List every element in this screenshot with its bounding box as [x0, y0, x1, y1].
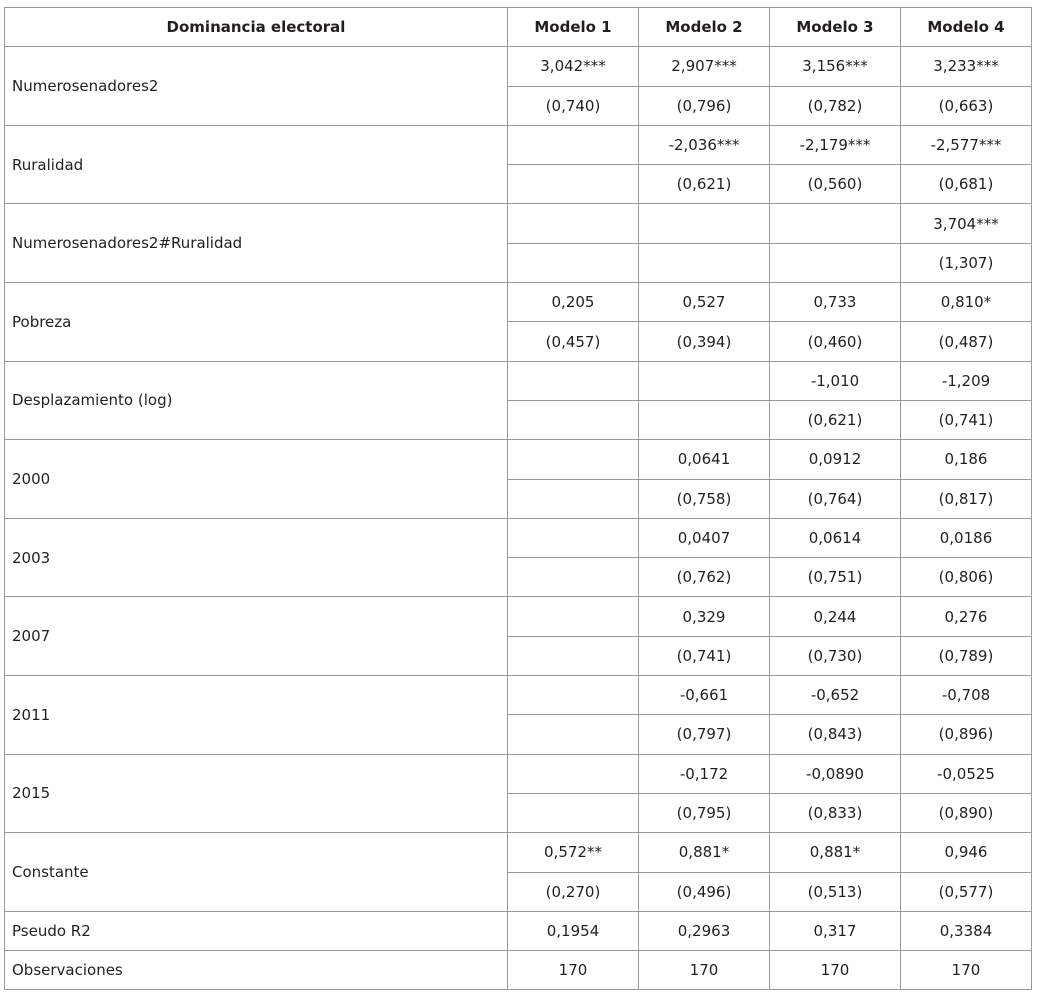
std-error-cell: (0,741) [639, 636, 770, 675]
std-error-cell: (0,394) [639, 322, 770, 361]
coefficient-cell: 3,156*** [770, 47, 901, 86]
coefficient-row [5, 518, 1032, 557]
std-error-cell: (0,789) [901, 636, 1032, 675]
std-error-cell [508, 400, 639, 439]
coefficient-cell [639, 361, 770, 400]
std-error-cell: (0,513) [770, 872, 901, 911]
coefficient-cell: -0,661 [639, 676, 770, 715]
std-error-cell: (0,487) [901, 322, 1032, 361]
coefficient-cell: 0,527 [639, 283, 770, 322]
coefficient-cell: 0,329 [639, 597, 770, 636]
std-error-cell: (0,730) [770, 636, 901, 675]
header-model-4: Modelo 4 [901, 8, 1032, 47]
std-error-cell: (0,577) [901, 872, 1032, 911]
std-error-cell: (0,782) [770, 86, 901, 125]
stat-value: 0,2963 [639, 911, 770, 950]
coefficient-cell: 0,186 [901, 440, 1032, 479]
std-error-cell: (0,751) [770, 558, 901, 597]
std-error-cell [508, 793, 639, 832]
coefficient-cell: -0,0525 [901, 754, 1032, 793]
coefficient-cell [639, 204, 770, 243]
coefficient-cell: 0,946 [901, 833, 1032, 872]
std-error-cell [639, 243, 770, 282]
coefficient-row [5, 125, 1032, 164]
stat-value: 0,3384 [901, 911, 1032, 950]
std-error-cell: (0,741) [901, 400, 1032, 439]
std-error-cell [508, 479, 639, 518]
coefficient-cell [508, 676, 639, 715]
std-error-cell: (0,621) [639, 165, 770, 204]
variable-label: Ruralidad [5, 125, 508, 204]
variable-label: 2000 [5, 440, 508, 519]
std-error-cell: (0,496) [639, 872, 770, 911]
std-error-cell: (0,795) [639, 793, 770, 832]
coefficient-cell [508, 518, 639, 557]
coefficient-cell: -0,652 [770, 676, 901, 715]
coefficient-row [5, 754, 1032, 793]
coefficient-cell: -1,209 [901, 361, 1032, 400]
coefficient-cell [508, 754, 639, 793]
regression-table [4, 7, 1032, 990]
coefficient-cell [508, 361, 639, 400]
std-error-cell: (0,843) [770, 715, 901, 754]
std-error-cell: (0,270) [508, 872, 639, 911]
coefficient-cell: 3,233*** [901, 47, 1032, 86]
header-dependent-variable: Dominancia electoral [5, 8, 508, 47]
header-model-3: Modelo 3 [770, 8, 901, 47]
std-error-cell [508, 715, 639, 754]
coefficient-row [5, 47, 1032, 86]
coefficient-cell [508, 440, 639, 479]
coefficient-cell: 0,0641 [639, 440, 770, 479]
stat-value: 170 [901, 951, 1032, 990]
coefficient-cell: 0,881* [770, 833, 901, 872]
coefficient-cell: -0,708 [901, 676, 1032, 715]
std-error-cell: (0,740) [508, 86, 639, 125]
std-error-cell: (0,762) [639, 558, 770, 597]
std-error-cell: (0,817) [901, 479, 1032, 518]
std-error-cell [639, 400, 770, 439]
coefficient-cell: 3,042*** [508, 47, 639, 86]
std-error-cell: (0,663) [901, 86, 1032, 125]
header-model-1: Modelo 1 [508, 8, 639, 47]
coefficient-row [5, 676, 1032, 715]
coefficient-cell [508, 125, 639, 164]
std-error-cell: (0,796) [639, 86, 770, 125]
coefficient-cell [508, 204, 639, 243]
coefficient-row [5, 833, 1032, 872]
coefficient-cell: 0,0912 [770, 440, 901, 479]
coefficient-cell [770, 204, 901, 243]
coefficient-cell: 0,572** [508, 833, 639, 872]
std-error-cell: (0,764) [770, 479, 901, 518]
variable-label: Numerosenadores2 [5, 47, 508, 126]
std-error-cell: (0,890) [901, 793, 1032, 832]
std-error-cell: (0,806) [901, 558, 1032, 597]
coefficient-row [5, 283, 1032, 322]
std-error-cell [508, 558, 639, 597]
std-error-cell [508, 243, 639, 282]
coefficient-cell: -2,577*** [901, 125, 1032, 164]
coefficient-cell: 0,733 [770, 283, 901, 322]
coefficient-cell: -0,0890 [770, 754, 901, 793]
std-error-cell: (0,560) [770, 165, 901, 204]
table-body [5, 47, 1032, 990]
variable-label: Constante [5, 833, 508, 912]
std-error-cell: (0,457) [508, 322, 639, 361]
stat-value: 170 [639, 951, 770, 990]
coefficient-row [5, 361, 1032, 400]
coefficient-cell: 0,276 [901, 597, 1032, 636]
stat-value: 170 [508, 951, 639, 990]
coefficient-cell: 0,0614 [770, 518, 901, 557]
std-error-cell: (0,797) [639, 715, 770, 754]
coefficient-cell: 3,704*** [901, 204, 1032, 243]
stat-label: Observaciones [5, 951, 508, 990]
std-error-cell: (1,307) [901, 243, 1032, 282]
std-error-cell [770, 243, 901, 282]
std-error-cell: (0,833) [770, 793, 901, 832]
std-error-cell [508, 165, 639, 204]
variable-label: 2007 [5, 597, 508, 676]
std-error-cell: (0,681) [901, 165, 1032, 204]
stat-value: 170 [770, 951, 901, 990]
coefficient-cell: 0,244 [770, 597, 901, 636]
header-model-2: Modelo 2 [639, 8, 770, 47]
coefficient-cell: 0,0186 [901, 518, 1032, 557]
coefficient-row [5, 440, 1032, 479]
variable-label: Desplazamiento (log) [5, 361, 508, 440]
stat-value: 0,317 [770, 911, 901, 950]
coefficient-cell: -2,179*** [770, 125, 901, 164]
stat-row [5, 911, 1032, 950]
variable-label: 2011 [5, 676, 508, 755]
coefficient-cell: -2,036*** [639, 125, 770, 164]
variable-label: 2003 [5, 518, 508, 597]
variable-label: Pobreza [5, 283, 508, 362]
std-error-cell [508, 636, 639, 675]
stat-label: Pseudo R2 [5, 911, 508, 950]
header-row [5, 8, 1032, 47]
std-error-cell: (0,758) [639, 479, 770, 518]
variable-label: 2015 [5, 754, 508, 833]
std-error-cell: (0,460) [770, 322, 901, 361]
stat-row [5, 951, 1032, 990]
coefficient-cell [508, 597, 639, 636]
std-error-cell: (0,896) [901, 715, 1032, 754]
coefficient-row [5, 204, 1032, 243]
coefficient-cell: 2,907*** [639, 47, 770, 86]
variable-label: Numerosenadores2#Ruralidad [5, 204, 508, 283]
coefficient-cell: 0,881* [639, 833, 770, 872]
coefficient-cell: 0,810* [901, 283, 1032, 322]
coefficient-cell: -0,172 [639, 754, 770, 793]
coefficient-row [5, 597, 1032, 636]
coefficient-cell: 0,0407 [639, 518, 770, 557]
coefficient-cell: -1,010 [770, 361, 901, 400]
coefficient-cell: 0,205 [508, 283, 639, 322]
std-error-cell: (0,621) [770, 400, 901, 439]
stat-value: 0,1954 [508, 911, 639, 950]
